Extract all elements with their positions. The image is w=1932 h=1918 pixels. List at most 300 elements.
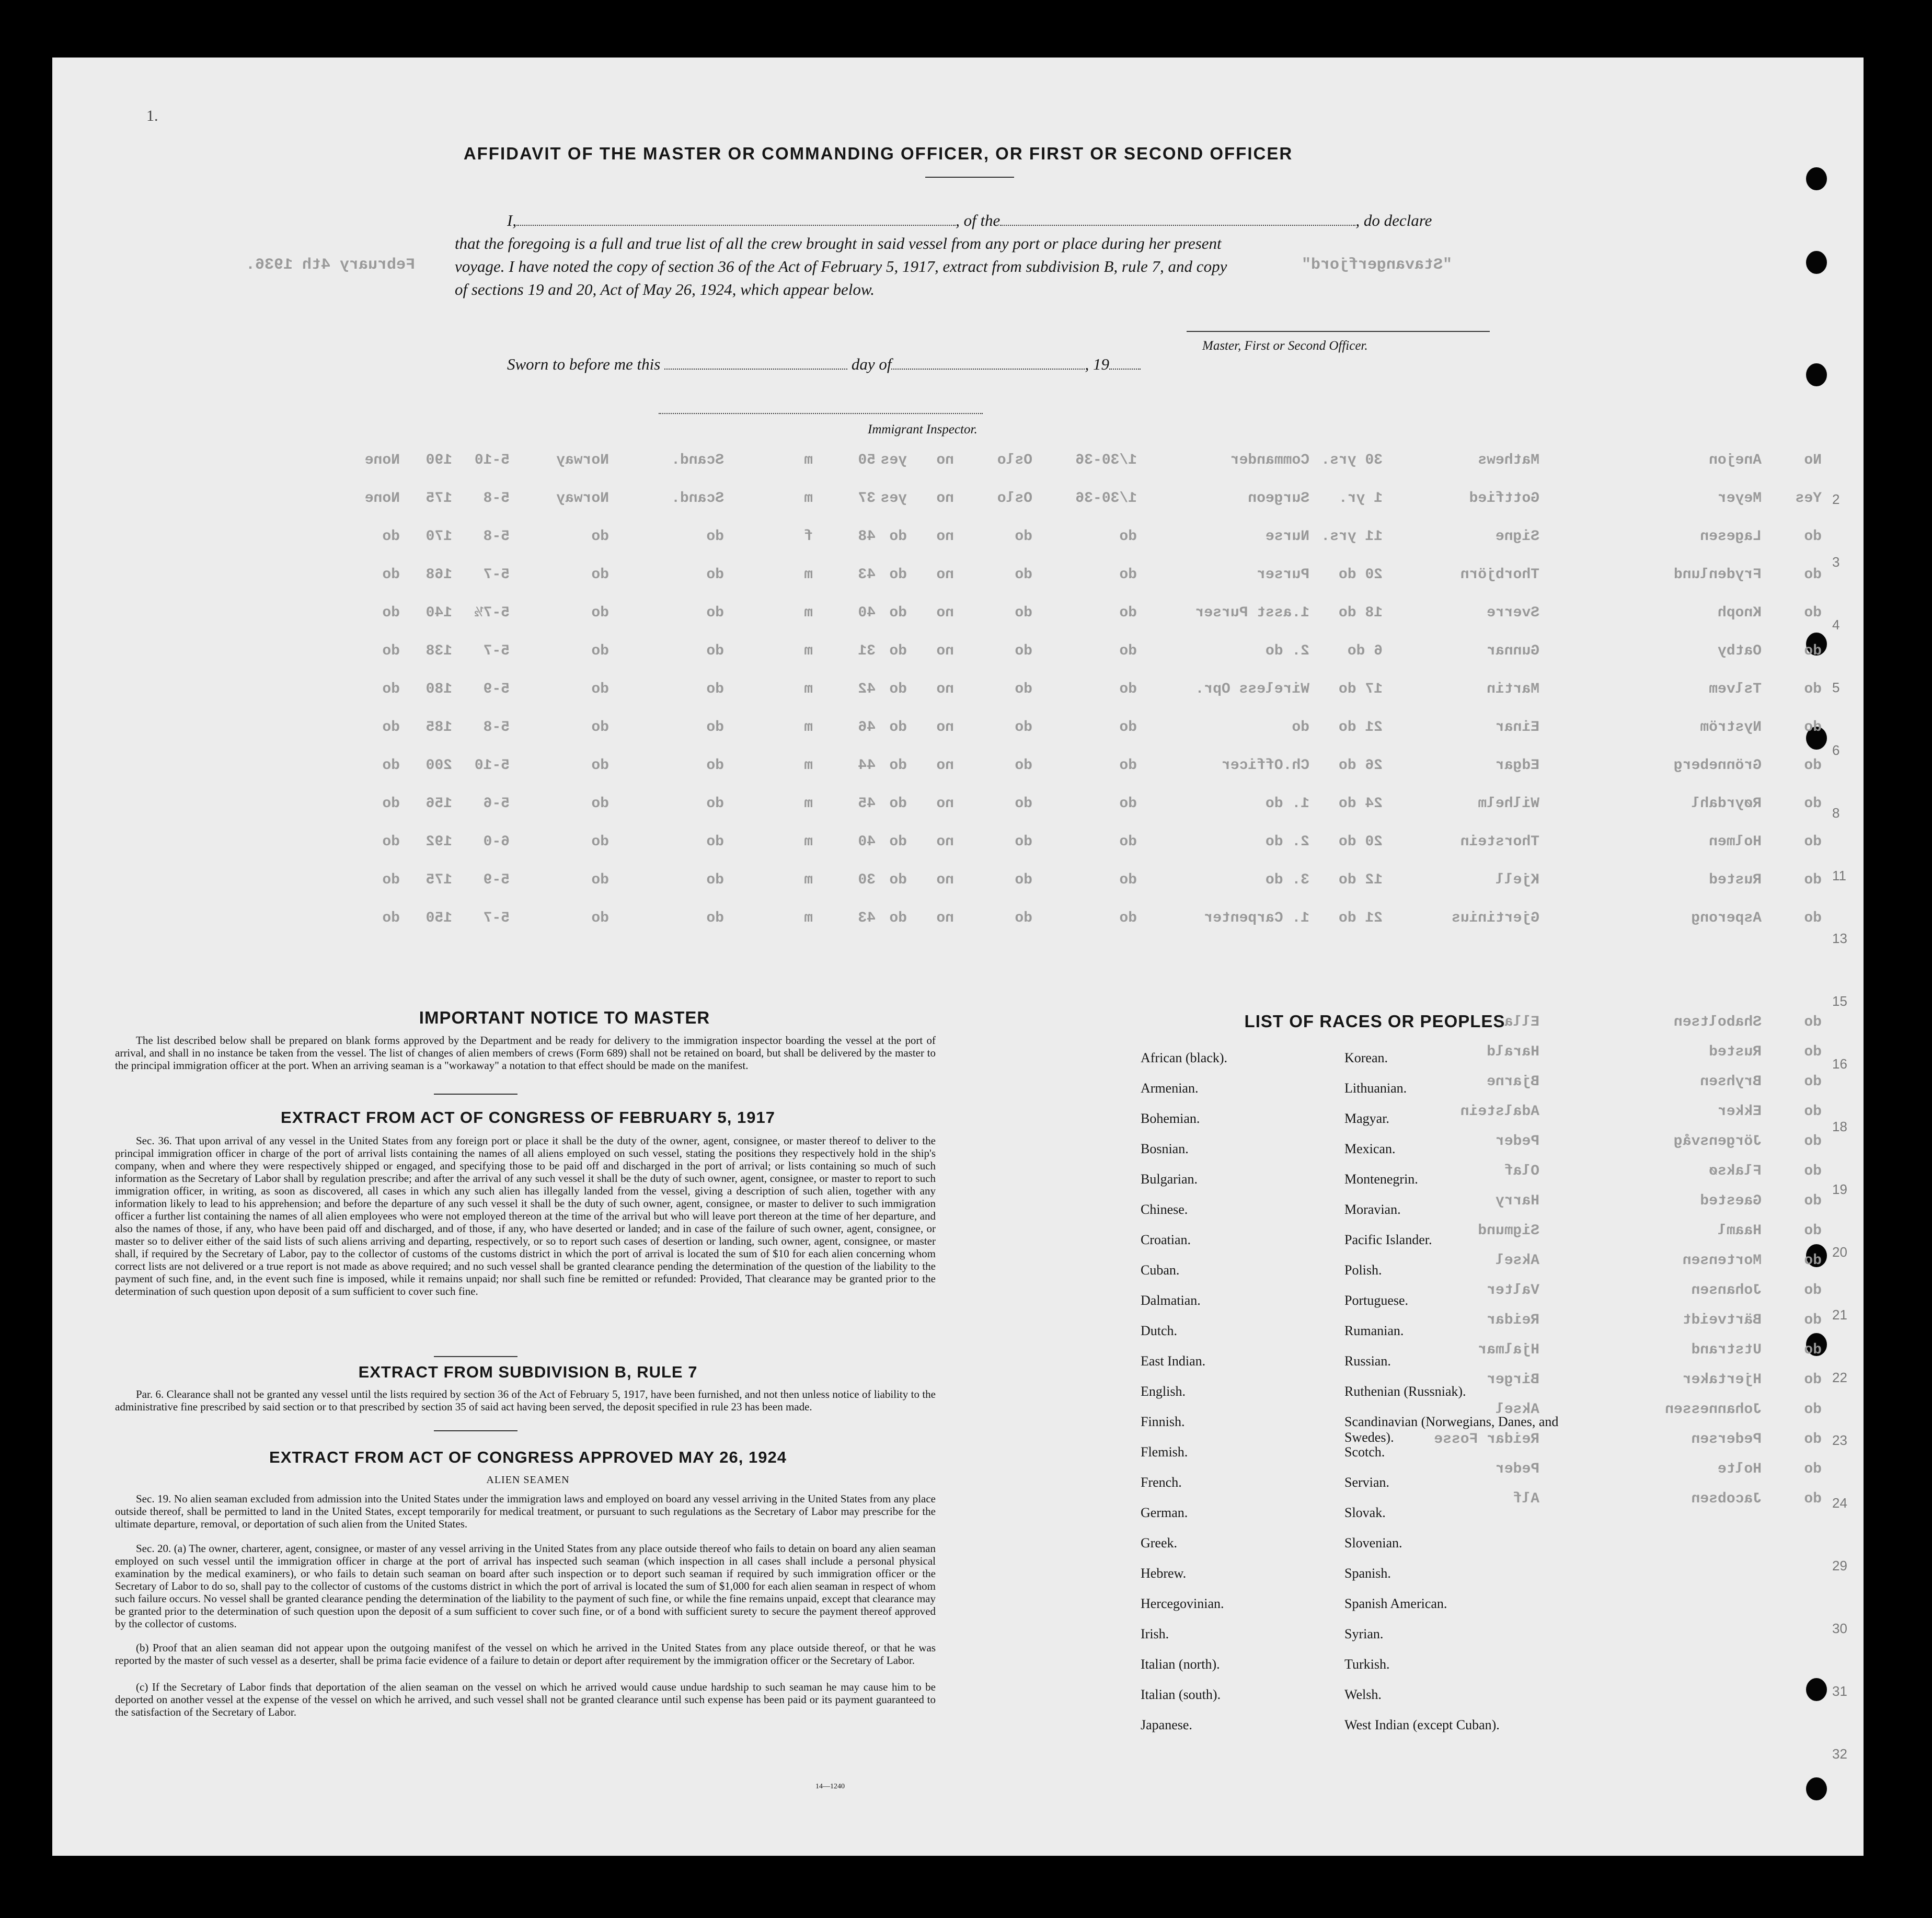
crew-cell-wt: 190 (426, 452, 452, 468)
punch-hole (1806, 1777, 1827, 1800)
crew-cell-c2: do (889, 872, 907, 888)
race-item: Servian. (1344, 1475, 1389, 1490)
margin-number: 8 (1832, 805, 1840, 821)
crew-cell-port: do (1015, 757, 1032, 774)
bleed-cell-no: do (1804, 1312, 1822, 1328)
crew-row (52, 834, 1864, 855)
crew-cell-lit: Lagesen (1700, 529, 1762, 545)
bleed-cell-first: Sigmund (1478, 1223, 1539, 1239)
bleed-cell-lit: Holte (1717, 1461, 1762, 1477)
crew-cell-age: 31 (858, 643, 876, 659)
affidavit-of-the: , of the (956, 211, 1000, 229)
margin-number: 5 (1832, 680, 1840, 695)
race-item: East Indian. (1141, 1353, 1206, 1369)
crew-cell-age: 40 (858, 834, 876, 850)
crew-cell-age: 46 (858, 719, 876, 736)
crew-cell-race: Scand. (671, 490, 724, 507)
bleed-cell-first: Olaf (1504, 1163, 1539, 1179)
margin-number: 13 (1832, 931, 1847, 946)
affidavit-title: AFFIDAVIT OF THE MASTER OR COMMANDING OFFICER, OR FIRST OR SECOND OFFICER (463, 144, 1293, 163)
crew-cell-port: do (1015, 796, 1032, 812)
bleed-cell-no: do (1804, 1044, 1822, 1060)
bleed-cell-lit: Mortensen (1682, 1253, 1762, 1269)
crew-cell-yrs: 21 do (1338, 719, 1383, 736)
crew-cell-c2: yes (880, 452, 907, 468)
crew-cell-nat: Norway (556, 452, 609, 468)
crew-cell-c1: no (936, 643, 954, 659)
crew-cell-wt: 150 (426, 910, 452, 926)
crew-cell-wt: 200 (426, 757, 452, 774)
race-item: Armenian. (1141, 1081, 1199, 1096)
bleed-cell-first: Valter (1487, 1282, 1539, 1299)
race-item: Turkish. (1344, 1657, 1390, 1672)
crew-cell-sex: m (804, 567, 813, 583)
crew-cell-ht: 5-10 (474, 452, 510, 468)
crew-cell-lit: Nyström (1700, 719, 1762, 736)
race-item: Magyar. (1344, 1111, 1389, 1126)
margin-number: 11 (1832, 868, 1846, 883)
punch-hole (1806, 363, 1827, 386)
bleed-cell-lit: Pedersen (1691, 1431, 1762, 1448)
crew-cell-date: do (1119, 834, 1137, 850)
extract-1924-sec20a: Sec. 20. (a) The owner, charterer, agent, consignee, or master of any vessel arriving in the United States from any place outside thereof who fails to detain on board any alien seaman employed on such vessel until the immigration officer in charge at the port of arrival has inspected such seaman (which inspection in all cases shall include a personal physical examination by the medical examiners), or who fails to detain such seaman on board after such inspection or to deport such seaman if required by such immigration officer or the Secretary of Labor to do so, shall pay to the collector of customs of the customs district in which the port of arrival is located the sum of $1,000 for each alien seaman in respect of whom such failure occurs. No vessel shall be granted clearance pending the determination of the liability to the payment of such fine, or while the fine remains unpaid, except that clearance may be granted prior to the determination of such question upon the deposit of a sum sufficient to cover such fine, or of a bond with sufficient surety to secure the payment thereof approved by the collector of customs. (115, 1542, 936, 1630)
margin-number: 20 (1832, 1244, 1847, 1260)
crew-cell-lit: Asperong (1691, 910, 1762, 926)
crew-cell-c2: do (889, 605, 907, 621)
crew-cell-yrs: 21 do (1338, 910, 1383, 926)
race-item: Scotch. (1344, 1444, 1385, 1460)
crew-cell-pos: Purser (1257, 567, 1309, 583)
sworn-day: day of (851, 355, 892, 373)
race-item: African (black). (1141, 1050, 1228, 1065)
crew-cell-port: do (1015, 834, 1032, 850)
margin-number: 22 (1832, 1370, 1847, 1385)
crew-cell-race: do (706, 605, 724, 621)
crew-cell-date: do (1119, 529, 1137, 545)
crew-cell-c1: no (936, 872, 954, 888)
margin-number: 30 (1832, 1621, 1847, 1636)
bleed-cell-no: do (1804, 1402, 1822, 1418)
bleed-cell-no: do (1804, 1133, 1822, 1150)
bleed-cell-no: do (1804, 1372, 1822, 1388)
crew-cell-marks: do (382, 719, 400, 736)
bleed-cell-no: do (1804, 1074, 1822, 1090)
crew-row (52, 605, 1864, 626)
crew-row (52, 567, 1864, 588)
crew-cell-first: Kjell (1495, 872, 1539, 888)
bleed-cell-lit: Bryhsen (1700, 1074, 1762, 1090)
bleed-cell-no: do (1804, 1223, 1822, 1239)
crew-cell-date: do (1119, 796, 1137, 812)
crew-cell-c1: no (936, 796, 954, 812)
crew-cell-nat: do (591, 605, 609, 621)
crew-cell-wt: 175 (426, 872, 452, 888)
crew-cell-no: do (1804, 796, 1822, 812)
crew-cell-race: do (706, 719, 724, 736)
race-item: Hercegovinian. (1141, 1596, 1224, 1611)
crew-cell-sex: f (804, 529, 813, 545)
bleed-date: February 4th 1936. (246, 256, 416, 274)
crew-cell-race: do (706, 757, 724, 774)
crew-cell-nat: do (591, 681, 609, 697)
bleed-cell-lit: Shaboltsen (1673, 1014, 1762, 1030)
race-item: Chinese. (1141, 1202, 1188, 1217)
crew-cell-c1: no (936, 529, 954, 545)
bleed-cell-first: Aksel (1495, 1402, 1539, 1418)
crew-cell-c1: no (936, 605, 954, 621)
crew-cell-first: Mathews (1478, 452, 1539, 468)
margin-number: 2 (1832, 491, 1840, 507)
crew-cell-date: 1/30-36 (1075, 452, 1137, 468)
crew-cell-yrs: 12 do (1338, 872, 1383, 888)
crew-cell-marks: do (382, 567, 400, 583)
punch-hole (1806, 1678, 1827, 1701)
race-item: Moravian. (1344, 1202, 1401, 1217)
crew-cell-c1: no (936, 910, 954, 926)
crew-cell-ht: 5-7½ (474, 605, 510, 621)
bleed-cell-lit: Rusted (1709, 1044, 1762, 1060)
margin-number: 29 (1832, 1558, 1847, 1574)
crew-cell-marks: do (382, 796, 400, 812)
crew-cell-no: do (1804, 567, 1822, 583)
crew-cell-port: do (1015, 567, 1032, 583)
bleed-cell-first: Reidar Fosse (1434, 1431, 1539, 1448)
crew-cell-pos: 2. do (1265, 643, 1309, 659)
punch-hole (1806, 251, 1827, 274)
notice-body: The list described below shall be prepared on blank forms approved by the Department and be ready for delivery to the immigration inspector boarding the vessel at the port of arrival, and shall in no instance be taken from the vessel. The list of changes of alien members of crews (Form 689) shall not be retained on board, but shall be delivered by the master to the principal immigration officer at the port. When an arriving seaman is a "workaway" a notation to that effect should be made on the manifest. (115, 1034, 936, 1072)
race-item: Polish. (1344, 1262, 1382, 1278)
crew-cell-port: do (1015, 719, 1032, 736)
crew-cell-c2: yes (880, 490, 907, 507)
bleed-cell-no: do (1804, 1163, 1822, 1179)
affidavit-line2: that the foregoing is a full and true list of all the crew brought in said vessel from any port or place during her present (455, 234, 1222, 252)
crew-cell-yrs: 20 do (1338, 834, 1383, 850)
sworn-line (507, 353, 1141, 376)
crew-cell-yrs: 6 do (1347, 643, 1383, 659)
crew-cell-c2: do (889, 796, 907, 812)
crew-cell-first: Gjertinius (1451, 910, 1539, 926)
race-item: Portuguese. (1344, 1293, 1409, 1308)
crew-cell-sex: m (804, 834, 813, 850)
crew-row (52, 529, 1864, 549)
race-item: Syrian. (1344, 1626, 1384, 1641)
rule7-body: Par. 6. Clearance shall not be granted any vessel until the lists required by section 36 of the Act of February 5, 1917, have been furnished, and not then unless notice of liability to the administrative fine prescribed by said section or to that prescribed by section 35 of said act having been served, the deposit specified in rule 23 has been made. (115, 1388, 936, 1413)
crew-cell-pos: Nurse (1265, 529, 1309, 545)
race-item: Italian (north). (1141, 1657, 1220, 1672)
bleed-cell-no: do (1804, 1461, 1822, 1477)
crew-cell-first: Sverre (1487, 605, 1539, 621)
crew-cell-pos: 1. Carpenter (1204, 910, 1309, 926)
bleed-row (52, 1342, 1864, 1363)
crew-cell-wt: 175 (426, 490, 452, 507)
bleed-cell-lit: Bärtveidt (1682, 1312, 1762, 1328)
race-item: Croatian. (1141, 1232, 1191, 1247)
crew-cell-c2: do (889, 757, 907, 774)
crew-cell-date: do (1119, 757, 1137, 774)
crew-cell-pos: 3. do (1265, 872, 1309, 888)
bleed-row (52, 1074, 1864, 1095)
bleed-cell-first: Hjalmar (1478, 1342, 1539, 1358)
race-item: Irish. (1141, 1626, 1169, 1641)
extract-1917-title: EXTRACT FROM ACT OF CONGRESS OF FEBRUARY 5, 1917 (281, 1108, 775, 1127)
bleed-cell-no: do (1804, 1253, 1822, 1269)
crew-row (52, 490, 1864, 511)
crew-cell-no: do (1804, 643, 1822, 659)
crew-cell-date: do (1119, 605, 1137, 621)
race-item: Slovak. (1344, 1505, 1386, 1520)
extract-1924-sec20c: (c) If the Secretary of Labor finds that deportation of the alien seaman on the vessel on which he arrived would cause undue hardship to such seaman he may cause him to be deported on another vessel at the expense of the vessel on which he arrived, and such vessel shall not be granted clearance until such expense has been paid or its payment guaranteed to the satisfaction of the Secretary of Labor. (115, 1681, 936, 1718)
crew-cell-c1: no (936, 757, 954, 774)
crew-cell-c1: no (936, 681, 954, 697)
crew-cell-yrs: 1 yr. (1338, 490, 1383, 507)
bleed-cell-lit: Jacobsen (1691, 1491, 1762, 1507)
crew-cell-first: Gunnar (1487, 643, 1539, 659)
crew-cell-wt: 185 (426, 719, 452, 736)
bleed-cell-no: do (1804, 1193, 1822, 1209)
race-item: Dalmatian. (1141, 1293, 1201, 1308)
crew-cell-wt: 138 (426, 643, 452, 659)
race-item: Flemish. (1141, 1444, 1188, 1460)
margin-number: 23 (1832, 1432, 1847, 1448)
races-right-column (1344, 1043, 1569, 1740)
bleed-cell-first: Ella (1504, 1014, 1539, 1030)
sworn-prefix: Sworn to before me this (507, 355, 661, 373)
race-item: Russian. (1344, 1353, 1391, 1369)
crew-cell-no: do (1804, 834, 1822, 850)
crew-cell-sex: m (804, 796, 813, 812)
crew-cell-sex: m (804, 452, 813, 468)
crew-cell-ht: 5-8 (483, 719, 510, 736)
crew-cell-marks: do (382, 643, 400, 659)
form-number: 14—1240 (815, 1783, 845, 1790)
crew-cell-port: do (1015, 529, 1032, 545)
signature-line (1187, 331, 1490, 332)
crew-cell-wt: 156 (426, 796, 452, 812)
crew-cell-sex: m (804, 719, 813, 736)
crew-cell-age: 44 (858, 757, 876, 774)
corner-mark: 1. (146, 107, 158, 124)
crew-cell-age: 45 (858, 796, 876, 812)
race-item: German. (1141, 1505, 1188, 1520)
race-item: Bulgarian. (1141, 1172, 1198, 1187)
title-underline (925, 177, 1014, 178)
bleed-cell-lit: Johansen (1691, 1282, 1762, 1299)
extract-1917-body: Sec. 36. That upon arrival of any vessel in the United States from any foreign port or place it shall be the duty of the owner, agent, consignee, or master thereof to deliver to the principal immigration officer in charge of the port of arrival lists containing the names of all aliens employed on such vessel, stating the positions they respectively hold in the ship's company, when and where they were respectively shipped or engaged, and specifying those to be paid off and discharged in the port of arrival; or lists containing so much of such information as the Secretary of Labor shall by regulation prescribe; and after the arrival of any such vessel it shall be the duty of such owner, agent, consignee, or master to report to such immigration officer, in writing, as soon as discovered, all cases in which any such alien has illegally landed from the vessel, giving a description of such alien, together with any information likely to lead to his apprehension; and before the departure of any such vessel it shall be the duty of such owner, agent, consignee, or master to deliver to such immigration officer a further list containing the names of all alien employees who were not employed thereon at the time of the arrival but who will leave port thereon at the time of her departure, and also the names of those, if any, who have been paid off and discharged, and of those, if any, who have deserted or landed; and in case of the failure of such owner, agent, consignee, or master so to deliver either of the said lists of such aliens arriving and departing, respectively, or so to report such cases of desertion or landing, such owner, agent, consignee, or master shall, if required by the Secretary of Labor, pay to the collector of customs of the customs district in which the port of arrival is located the sum of $10 for each alien concerning whom correct lists are not delivered or a true report is not made as above required; and no such vessel shall be granted clearance pending the determination of the question of the liability to the payment of such fine, and, in the event such fine is imposed, while it remains unpaid; nor shall such fine be remitted or refunded: Provided, That clearance may be granted prior to the determination of such question upon deposit of a sum sufficient to cover such fine. (115, 1134, 936, 1297)
crew-cell-no: do (1804, 719, 1822, 736)
crew-cell-lit: Anejon (1709, 452, 1762, 468)
crew-cell-c2: do (889, 910, 907, 926)
crew-row (52, 872, 1864, 893)
document-sheet (52, 58, 1864, 1856)
affidavit-i: I, (507, 211, 517, 229)
crew-cell-age: 43 (858, 910, 876, 926)
bleed-cell-first: Alf (1513, 1491, 1539, 1507)
crew-cell-first: Thorstein (1460, 834, 1539, 850)
notice-title: IMPORTANT NOTICE TO MASTER (419, 1008, 710, 1027)
crew-cell-first: Einar (1495, 719, 1539, 736)
crew-cell-lit: Knoph (1717, 605, 1762, 621)
bleed-cell-lit: Gaested (1700, 1193, 1762, 1209)
crew-cell-pos: Surgeon (1248, 490, 1309, 507)
crew-cell-pos: Commander (1230, 452, 1309, 468)
crew-cell-race: do (706, 529, 724, 545)
race-item: West Indian (except Cuban). (1344, 1717, 1500, 1732)
crew-cell-ht: 5-7 (483, 910, 510, 926)
affidavit-line4: of sections 19 and 20, Act of May 26, 1924, which appear below. (455, 280, 875, 298)
crew-cell-lit: Rusted (1709, 872, 1762, 888)
crew-cell-sex: m (804, 681, 813, 697)
race-item: Scandinavian (Norwegians, Danes, and Swedes). (1344, 1414, 1559, 1445)
crew-cell-port: Oslo (997, 490, 1032, 507)
crew-cell-no: do (1804, 529, 1822, 545)
bleed-cell-lit: Jörgensvåg (1673, 1133, 1762, 1150)
crew-cell-date: do (1119, 681, 1137, 697)
crew-cell-yrs: 20 do (1338, 567, 1383, 583)
crew-cell-pos: 1. do (1265, 796, 1309, 812)
crew-cell-ht: 5-7 (483, 567, 510, 583)
crew-cell-date: do (1119, 910, 1137, 926)
crew-cell-wt: 180 (426, 681, 452, 697)
crew-cell-pos: Wireless Opr. (1195, 681, 1309, 697)
crew-cell-no: Yes (1795, 490, 1822, 507)
crew-cell-c2: do (889, 529, 907, 545)
crew-cell-no: do (1804, 872, 1822, 888)
crew-cell-marks: do (382, 529, 400, 545)
crew-cell-marks: do (382, 757, 400, 774)
crew-cell-c1: no (936, 719, 954, 736)
crew-cell-date: do (1119, 719, 1137, 736)
crew-row (52, 796, 1864, 817)
crew-cell-lit: Røyrdahl (1691, 796, 1762, 812)
bleed-cell-lit: Utstrand (1691, 1342, 1762, 1358)
crew-cell-sex: m (804, 910, 813, 926)
crew-cell-sex: m (804, 490, 813, 507)
crew-cell-nat: do (591, 796, 609, 812)
crew-cell-c2: do (889, 719, 907, 736)
margin-number: 24 (1832, 1495, 1847, 1511)
crew-cell-c1: no (936, 834, 954, 850)
crew-cell-first: Signe (1495, 529, 1539, 545)
crew-cell-age: 40 (858, 605, 876, 621)
crew-cell-c1: no (936, 452, 954, 468)
race-item: Welsh. (1344, 1687, 1382, 1702)
crew-cell-marks: do (382, 681, 400, 697)
margin-number: 15 (1832, 993, 1847, 1009)
crew-cell-first: Thorbjörn (1460, 567, 1539, 583)
crew-cell-ht: 5-10 (474, 757, 510, 774)
rule7-title: EXTRACT FROM SUBDIVISION B, RULE 7 (358, 1363, 698, 1381)
race-item: Rumanian. (1344, 1323, 1404, 1338)
bleed-cell-first: Harry (1495, 1193, 1539, 1209)
crew-cell-race: do (706, 567, 724, 583)
crew-cell-sex: m (804, 605, 813, 621)
bleed-cell-no: do (1804, 1282, 1822, 1299)
crew-cell-nat: do (591, 757, 609, 774)
race-item: Bohemian. (1141, 1111, 1200, 1126)
crew-cell-race: do (706, 681, 724, 697)
races-left-column (1141, 1043, 1324, 1740)
race-item: Mexican. (1344, 1141, 1396, 1156)
crew-cell-no: No (1804, 452, 1822, 468)
bleed-cell-lit: Haaml (1717, 1223, 1762, 1239)
bleed-cell-no: do (1804, 1431, 1822, 1448)
punch-hole (1806, 167, 1827, 190)
crew-cell-marks: None (364, 452, 400, 468)
crew-cell-lit: Frydenlund (1673, 567, 1762, 583)
race-item: English. (1141, 1384, 1186, 1399)
crew-cell-lit: Tslvem (1709, 681, 1762, 697)
divider (434, 1094, 518, 1095)
affidavit-declare: , do declare (1355, 211, 1432, 229)
bleed-cell-no: do (1804, 1491, 1822, 1507)
crew-cell-nat: do (591, 567, 609, 583)
bleed-cell-lit: Flaksø (1709, 1163, 1762, 1179)
crew-cell-wt: 140 (426, 605, 452, 621)
crew-cell-age: 42 (858, 681, 876, 697)
crew-cell-first: Wilhelm (1478, 796, 1539, 812)
crew-cell-nat: do (591, 872, 609, 888)
race-item: Spanish. (1344, 1566, 1391, 1581)
margin-number: 3 (1832, 554, 1840, 570)
crew-cell-date: do (1119, 567, 1137, 583)
race-item: Hebrew. (1141, 1566, 1187, 1581)
crew-cell-race: do (706, 910, 724, 926)
bleed-cell-no: do (1804, 1342, 1822, 1358)
bleed-cell-lit: Hjertaker (1682, 1372, 1762, 1388)
crew-cell-port: do (1015, 643, 1032, 659)
crew-cell-first: Gottfied (1469, 490, 1539, 507)
crew-cell-race: do (706, 834, 724, 850)
crew-cell-ht: 5-7 (483, 643, 510, 659)
crew-cell-c1: no (936, 567, 954, 583)
crew-cell-age: 50 (858, 452, 876, 468)
race-item: Lithuanian. (1344, 1081, 1407, 1096)
crew-cell-lit: Meyer (1717, 490, 1762, 507)
race-item: Finnish. (1141, 1414, 1185, 1429)
crew-cell-ht: 5-6 (483, 796, 510, 812)
crew-row (52, 643, 1864, 664)
race-item: Montenegrin. (1344, 1172, 1418, 1187)
race-item: Cuban. (1141, 1262, 1180, 1278)
crew-row (52, 757, 1864, 778)
race-item: Ruthenian (Russniak). (1344, 1384, 1466, 1399)
crew-cell-yrs: 24 do (1338, 796, 1383, 812)
margin-number: 21 (1832, 1307, 1847, 1323)
crew-cell-yrs: 26 do (1338, 757, 1383, 774)
crew-cell-yrs: 30 yrs. (1321, 452, 1383, 468)
crew-cell-race: do (706, 872, 724, 888)
crew-cell-date: do (1119, 872, 1137, 888)
race-item: Bosnian. (1141, 1141, 1189, 1156)
bleed-cell-no: do (1804, 1104, 1822, 1120)
bleed-cell-first: Peder (1495, 1133, 1539, 1150)
crew-cell-marks: do (382, 910, 400, 926)
crew-cell-marks: do (382, 605, 400, 621)
inspector-label: Immigrant Inspector. (868, 422, 978, 437)
crew-cell-pos: Ch.Officer (1221, 757, 1309, 774)
crew-cell-c2: do (889, 643, 907, 659)
bleed-cell-first: Bjarne (1487, 1074, 1539, 1090)
bleed-row (52, 1312, 1864, 1333)
crew-cell-ht: 6-0 (483, 834, 510, 850)
bleed-ship: "Stavangerfjord" (1302, 256, 1453, 274)
divider (434, 1430, 518, 1431)
crew-cell-age: 43 (858, 567, 876, 583)
bleed-cell-first: Adalstein (1460, 1104, 1539, 1120)
divider (434, 1356, 518, 1357)
race-item: Korean. (1344, 1050, 1388, 1065)
margin-number: 18 (1832, 1119, 1847, 1134)
